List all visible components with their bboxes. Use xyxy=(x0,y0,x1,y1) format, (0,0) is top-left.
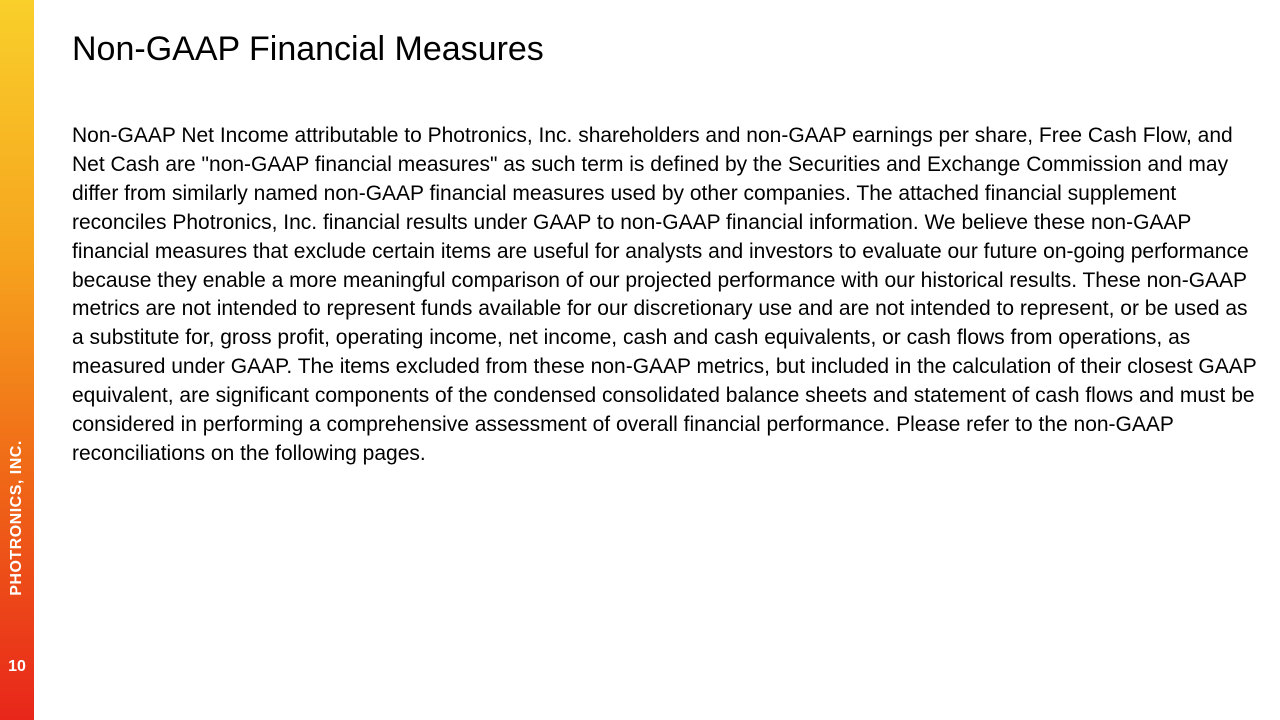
slide-body-text: Non-GAAP Net Income attributable to Photronics, Inc. shareholders and non-GAAP earnings per share, Free Cash Flow, and Net Cash are "non-GAAP financial measures" as such term is defined by the Securities and Exchange Commission and may differ from similarly named non-GAAP financial measures used by other companies. The attached financial supplement reconciles Photronics, Inc. financial results under GAAP to non-GAAP financial information. We believe these non-GAAP financial measures that exclude certain items are useful for analysts and investors to evaluate our future on-going performance because they enable a more meaningful comparison of our projected performance with our historical results. These non-GAAP metrics are not intended to represent funds available for our discretionary use and are not intended to represent, or be used as a substitute for, gross profit, operating income, net income, cash and cash equivalents, or cash flows from operations, as measured under GAAP. The items excluded from these non-GAAP metrics, but included in the calculation of their closest GAAP equivalent, are significant components of the condensed consolidated balance sheets and statement of cash flows and must be considered in performing a comprehensive assessment of overall financial performance. Please refer to the non-GAAP reconciliations on the following pages. xyxy=(72,124,1257,465)
brand-name: PHOTRONICS, INC. xyxy=(8,440,25,596)
page-number: 10 xyxy=(8,658,26,675)
slide-title: Non-GAAP Financial Measures xyxy=(72,30,544,68)
brand-side-bar xyxy=(0,0,34,720)
